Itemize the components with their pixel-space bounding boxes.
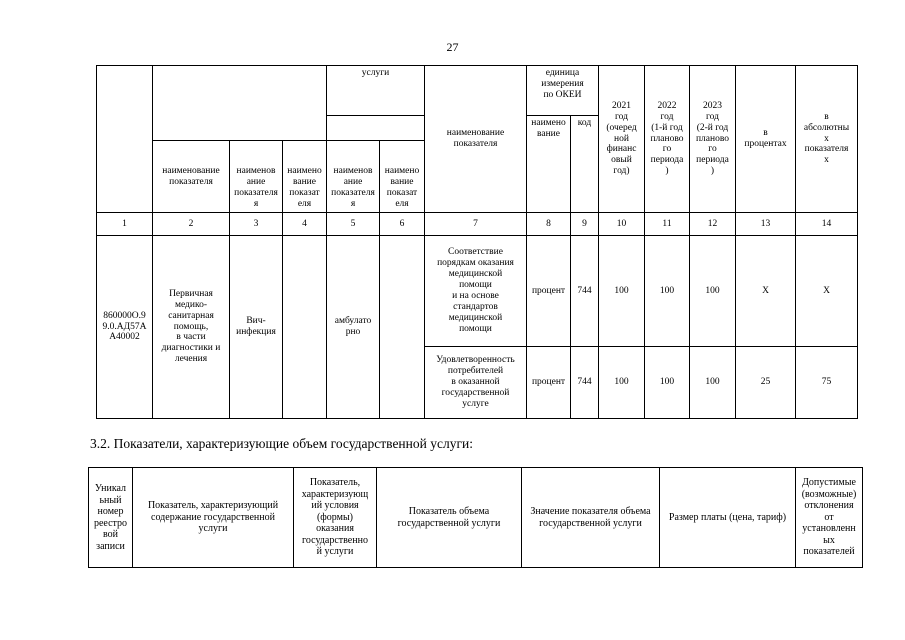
header-volume-indicator: Показатель объема государственной услуги [377, 468, 522, 568]
registry-number: 860000О.9 9.0.АД57А А40002 [97, 236, 153, 419]
col-number: 1 [97, 213, 153, 236]
header-empty-cell [97, 66, 153, 213]
column-numbers-row [97, 213, 858, 236]
header-in-percent: в процентах [736, 66, 796, 213]
header-unit-name: наимено вание [527, 116, 571, 213]
header-content-indicator: Показатель, характеризующий содержание государственной услуги [133, 468, 294, 568]
value-2022: 100 [645, 236, 690, 347]
col-number: 10 [599, 213, 645, 236]
value-2021: 100 [599, 347, 645, 419]
header-uslugi: услуги [327, 66, 425, 116]
header-content-group [153, 66, 327, 141]
quality-indicators-table [96, 65, 858, 419]
col-number: 14 [796, 213, 858, 236]
col-number: 2 [153, 213, 230, 236]
col-number: 12 [690, 213, 736, 236]
value-2021: 100 [599, 236, 645, 347]
header-uslugi-spacer [327, 116, 425, 141]
infection-type: Вич- инфекция [230, 236, 283, 419]
header-conditions-indicator: Показатель, характеризующ ий условия (формы) оказания государственно й услуги [294, 468, 377, 568]
col-number: 5 [327, 213, 380, 236]
indicator-unit: процент [527, 236, 571, 347]
indicator-code: 744 [571, 347, 599, 419]
table-row [97, 236, 858, 347]
indicator-code: 744 [571, 236, 599, 347]
col-number: 13 [736, 213, 796, 236]
indicator-unit: процент [527, 347, 571, 419]
col-number: 3 [230, 213, 283, 236]
col-number: 8 [527, 213, 571, 236]
deviation-percent: 25 [736, 347, 796, 419]
header-year-2023: 2023 год (2-й год планово го периода ) [690, 66, 736, 213]
header-subcol-2: наименование показателя [153, 141, 230, 213]
indicator-name: Удовлетворенность потребителей в оказанной государственной услуге [425, 347, 527, 419]
value-2023: 100 [690, 347, 736, 419]
service-form: амбулато рно [327, 236, 380, 419]
header-unit-okei: единица измерения по ОКЕИ [527, 66, 599, 116]
header-indicator-name: наименование показателя [425, 66, 527, 213]
header-in-absolute: в абсолютны х показателя х [796, 66, 858, 213]
deviation-absolute: 75 [796, 347, 858, 419]
section-heading: 3.2. Показатели, характеризующие объем государственной услуги: [90, 436, 473, 451]
deviation-percent: Х [736, 236, 796, 347]
value-2023: 100 [690, 236, 736, 347]
header-subcol-3: наименов ание показателя я [230, 141, 283, 213]
header-fee: Размер платы (цена, тариф) [660, 468, 796, 568]
volume-indicators-table [88, 467, 863, 568]
col-number: 4 [283, 213, 327, 236]
header-unit-code: код [571, 116, 599, 213]
service-content: Первичная медико- санитарная помощь, в части диагностики и лечения [153, 236, 230, 419]
header-registry-number: Уникал ьный номер реестро вой записи [89, 468, 133, 568]
empty-cell [380, 236, 425, 419]
col-number: 11 [645, 213, 690, 236]
deviation-absolute: Х [796, 236, 858, 347]
header-subcol-6: наимено вание показат еля [380, 141, 425, 213]
header-subcol-4: наимено вание показат еля [283, 141, 327, 213]
empty-cell [283, 236, 327, 419]
header-year-2022: 2022 год (1-й год планово го периода ) [645, 66, 690, 213]
col-number: 6 [380, 213, 425, 236]
indicator-name: Соответствие порядкам оказания медицинской помощи и на основе стандартов медицинской помощи [425, 236, 527, 347]
value-2022: 100 [645, 347, 690, 419]
header-allowed-deviation: Допустимые (возможные) отклонения от установленн ых показателей [796, 468, 863, 568]
header-subcol-5: наименов ание показателя я [327, 141, 380, 213]
page-number: 27 [446, 40, 459, 54]
col-number: 7 [425, 213, 527, 236]
header-year-2021: 2021 год (очеред ной финанс овый год) [599, 66, 645, 213]
header-volume-value: Значение показателя объема государственной услуги [522, 468, 660, 568]
col-number: 9 [571, 213, 599, 236]
